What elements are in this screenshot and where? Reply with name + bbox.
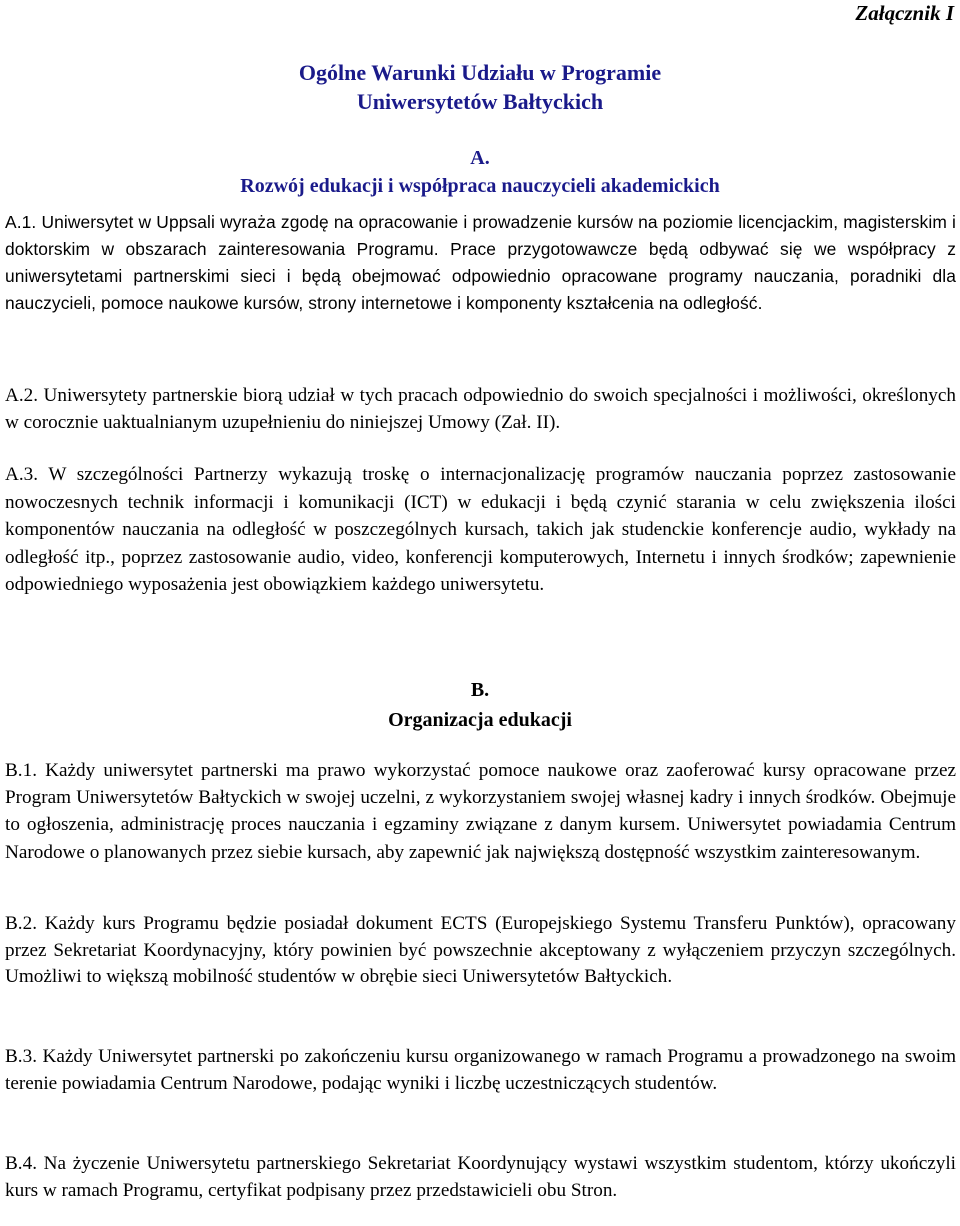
section-b-letter: B. xyxy=(470,679,490,701)
document-title xyxy=(0,58,960,116)
paragraph-a1: A.1. Uniwersytet w Uppsali wyraża zgodę na opracowanie i prowadzenie kursów na poziomie licencjackim, magisterskim i doktorskim w obszarach zainteresowania Programu. Prace przygotowawcze będą odbywać się we współpracy z uniwersytetami partnerskimi sieci i będą obejmować odpowiednio opracowane programy nauczania, poradniki dla nauczycieli, pomoce naukowe kursów, strony internetowe i komponenty kształcenia na odległość. xyxy=(5,212,956,313)
annex-label: Załącznik I xyxy=(855,1,954,25)
section-b-title: Organizacja edukacji xyxy=(388,709,572,731)
paragraph-b4: B.4. Na życzenie Uniwersytetu partnerskiego Sekretariat Koordynujący wystawi wszystkim studentom, którzy ukończyli kurs w ramach Programu, certyfikat podpisany przez przedstawicieli obu Stron. xyxy=(5,1153,956,1201)
section-a-heading xyxy=(0,144,960,200)
title-line-2: Uniwersytetów Bałtyckich xyxy=(356,89,604,114)
section-a-letter: A. xyxy=(470,147,490,169)
section-a-title: Rozwój edukacji i współpraca nauczycieli akademickich xyxy=(240,175,720,197)
title-line-1: Ogólne Warunki Udziału w Programie xyxy=(298,60,662,85)
paragraph-b1: B.1. Każdy uniwersytet partnerski ma prawo wykorzystać pomoce naukowe oraz zaoferować kursy opracowane przez Program Uniwersytetów Bałtyckich w swojej uczelni, z wykorzystaniem swojej własnej kadry i innych środków. Obejmuje to ogłoszenia, administrację proces nauczania i egzaminy związane z danym kursem. Uniwersytet powiadamia Centrum Narodowe o planowanych przez siebie kursach, aby zapewnić jak największą dostępność wszystkim zainteresowanym. xyxy=(5,760,956,863)
paragraph-b3: B.3. Każdy Uniwersytet partnerski po zakończeniu kursu organizowanego w ramach Programu a prowadzonego na swoim terenie powiadamia Centrum Narodowe, podając wyniki i liczbę uczestniczących studentów. xyxy=(5,1046,956,1094)
paragraph-a3: A.3. W szczególności Partnerzy wykazują troskę o internacjonalizację programów nauczania poprzez zastosowanie nowoczesnych technik informacji i komunikacji (ICT) w edukacji i będą czynić starania w celu zwiększenia ilości komponentów nauczania na odległość w poszczególnych kursach, takich jak studenckie konferencje audio, wykłady na odległość itp., poprzez zastosowanie audio, video, konferencji komputerowych, Internetu i innych środków; zapewnienie odpowiedniego wyposażenia jest obowiązkiem każdego uniwersytetu. xyxy=(5,464,956,596)
paragraph-b2: B.2. Każdy kurs Programu będzie posiadał dokument ECTS (Europejskiego Systemu Transferu Punktów), opracowany przez Sekretariat Koordynacyjny, który powinien być powszechnie akceptowany z wyłączeniem przyczyn szczególnych. Umożliwi to większą mobilność studentów w obrębie sieci Uniwersytetów Bałtyckich. xyxy=(5,913,956,988)
paragraph-a2: A.2. Uniwersytety partnerskie biorą udział w tych pracach odpowiednio do swoich specjalności i możliwości, określonych w corocznie uaktualnianym uzupełnieniu do niniejszej Umowy (Zał. II). xyxy=(5,385,956,433)
section-b-heading xyxy=(0,676,960,734)
